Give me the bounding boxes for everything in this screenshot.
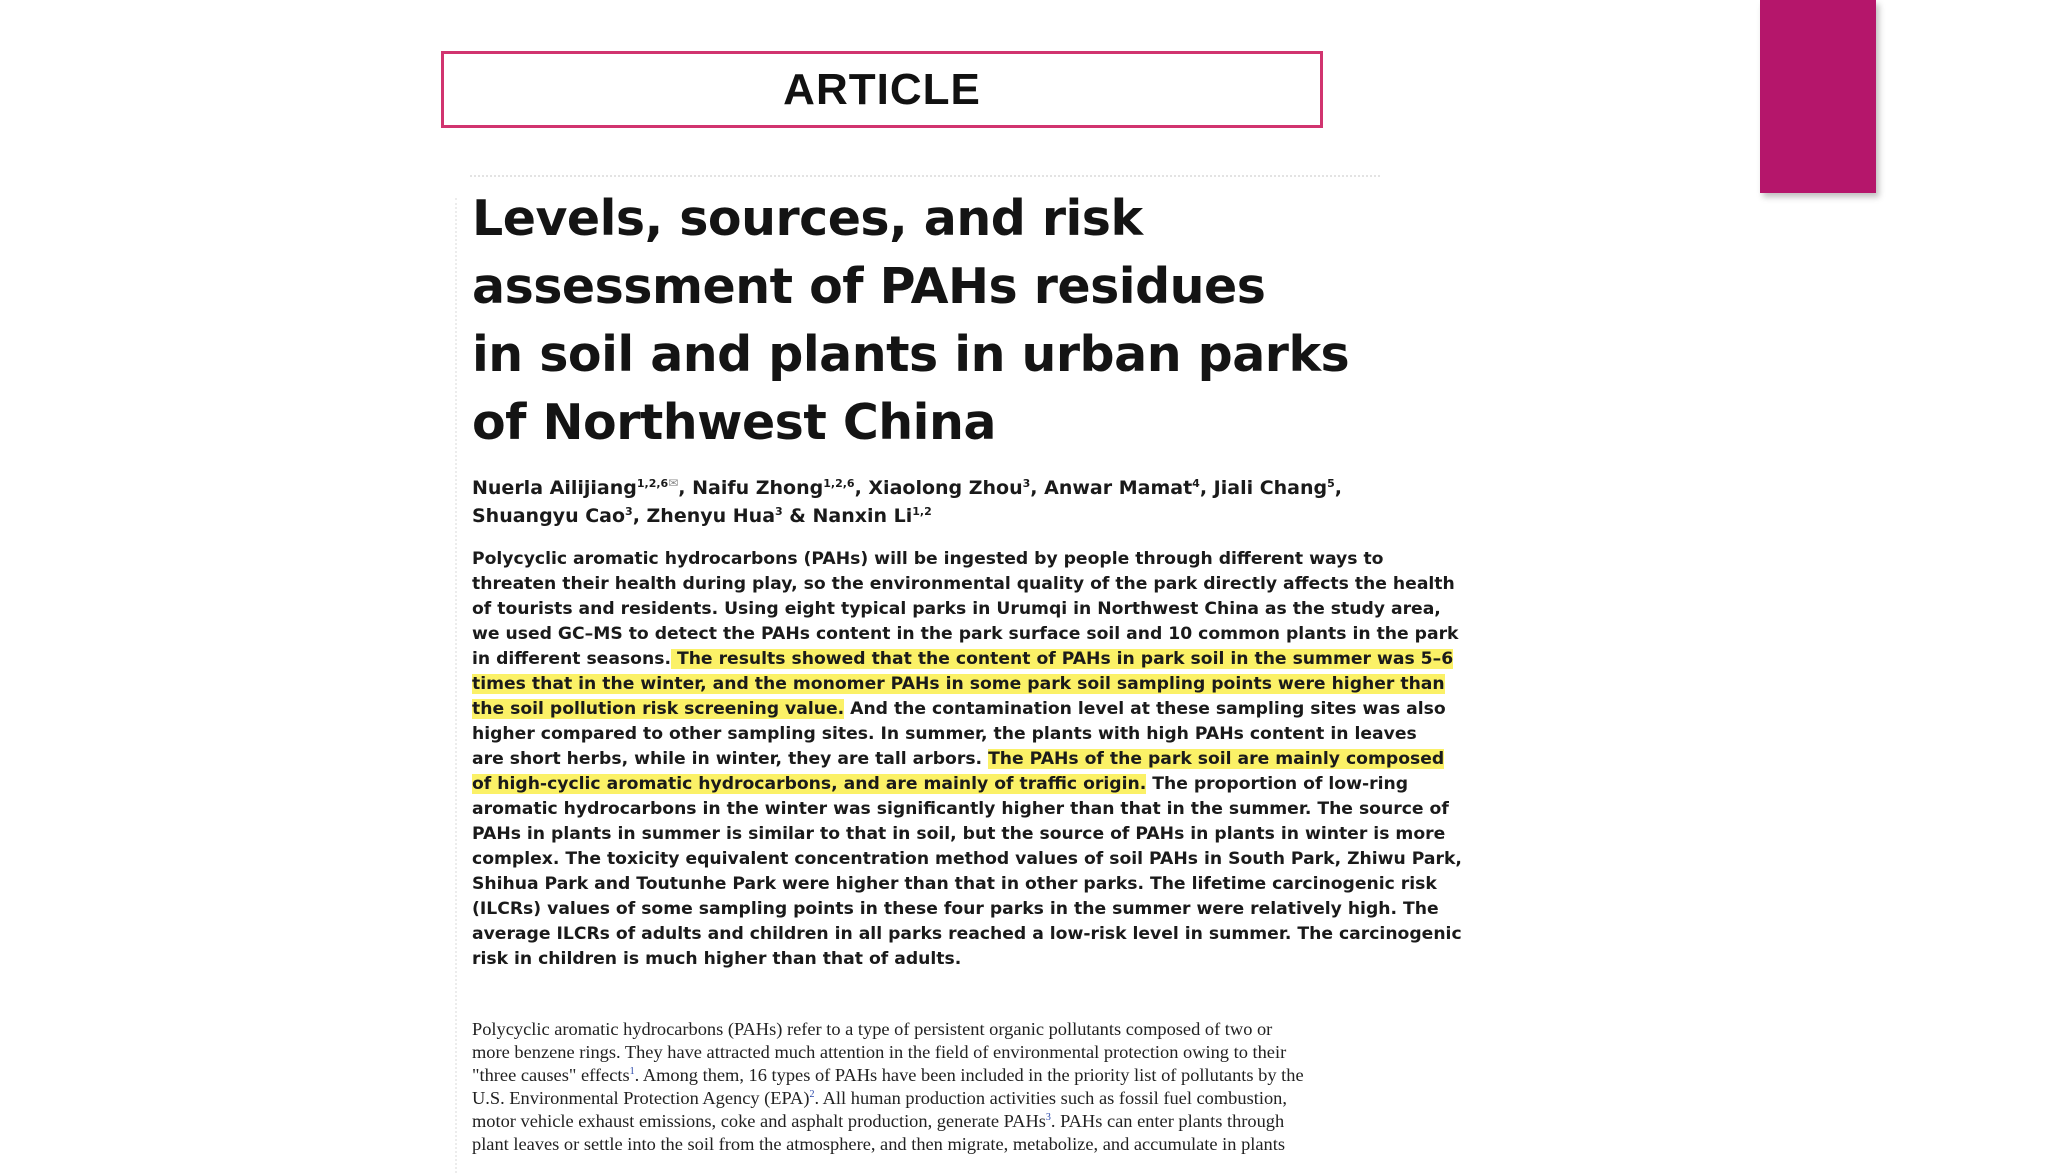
- text-segment: threaten their health during play, so the environmental quality of the park directly affects the health: [472, 574, 1455, 594]
- abstract-line: [472, 722, 1417, 747]
- text-segment: Polycyclic aromatic hydrocarbons (PAHs) will be ingested by people through different ways to: [472, 549, 1384, 569]
- abstract-line: [472, 847, 1462, 872]
- author-separator: ,: [854, 477, 869, 499]
- envelope-icon[interactable]: ✉: [668, 476, 679, 490]
- author-affiliation: 1,2,6: [636, 477, 669, 490]
- author-list: [472, 469, 1372, 530]
- intro-line: [472, 1110, 1382, 1133]
- author-name: Zhenyu Hua: [646, 505, 776, 527]
- text-segment: Polycyclic aromatic hydrocarbons (PAHs) refer to a type of persistent organic pollutants composed of two or: [472, 1019, 1273, 1039]
- abstract-line: [472, 947, 1382, 972]
- page-left-rule: [455, 198, 457, 1173]
- author-separator: &: [782, 505, 813, 527]
- text-segment: motor vehicle exhaust emissions, coke and asphalt production, generate PAHs: [472, 1111, 1046, 1131]
- abstract-line: [472, 622, 1459, 647]
- text-segment: aromatic hydrocarbons in the winter was significantly higher than that in the summer. The source of: [472, 799, 1449, 819]
- author-line: [472, 502, 1372, 530]
- author-affiliation: 3: [1022, 477, 1031, 490]
- intro-line: [472, 1087, 1382, 1110]
- text-segment: PAHs in plants in summer is similar to that in soil, but the source of PAHs in plants in winter is more: [472, 824, 1446, 844]
- article-label-box: [441, 51, 1323, 128]
- highlighted-text: the soil pollution risk screening value.: [472, 699, 845, 719]
- abstract-line: [472, 747, 1445, 772]
- text-segment: Shihua Park and Toutunhe Park were higher than that in other parks. The lifetime carcinogenic risk: [472, 874, 1437, 894]
- abstract-line: [472, 897, 1439, 922]
- paper-title-line: of Northwest China: [472, 394, 996, 451]
- text-segment: U.S. Environmental Protection Agency (EPA): [472, 1088, 810, 1108]
- abstract-line: [472, 572, 1455, 597]
- author-affiliation: 4: [1192, 477, 1200, 490]
- author-name: Xiaolong Zhou: [868, 477, 1023, 499]
- text-segment: of tourists and residents. Using eight typical parks in Urumqi in Northwest China as the study area,: [472, 599, 1441, 619]
- author-name: Jiali Chang: [1213, 477, 1328, 499]
- highlighted-text: The results showed that the content of PAHs in park soil in the summer was 5–6: [670, 649, 1454, 669]
- author-affiliation: 3: [625, 505, 633, 518]
- text-segment: And the contamination level at these sampling sites was also: [844, 699, 1446, 719]
- paper-title: [472, 185, 1352, 457]
- text-segment: in different seasons.: [472, 649, 671, 669]
- author-line: [472, 469, 1372, 502]
- author-affiliation: 1,2,6: [823, 477, 855, 490]
- article-label: ARTICLE: [783, 64, 981, 114]
- abstract-line: [472, 772, 1409, 797]
- highlighted-text: The PAHs of the park soil are mainly composed: [988, 749, 1445, 769]
- abstract-line: [472, 872, 1437, 897]
- text-segment: higher compared to other sampling sites. In summer, the plants with high PAHs content in leaves: [472, 724, 1417, 744]
- paper-title-line: in soil and plants in urban parks: [472, 326, 1350, 383]
- text-segment: . Among them, 16 types of PAHs have been included in the priority list of pollutants by the: [634, 1065, 1304, 1085]
- intro-line: [472, 1133, 1382, 1156]
- author-name: Nuerla Ailijiang: [472, 477, 637, 499]
- text-segment: (ILCRs) values of some sampling points in these four parks in the summer were relatively high. The: [472, 899, 1439, 919]
- text-segment: The proportion of low-ring: [1146, 774, 1409, 794]
- author-separator: ,: [632, 505, 647, 527]
- author-separator: ,: [1334, 477, 1343, 499]
- intro-line: [472, 1064, 1382, 1087]
- abstract-line: [472, 672, 1445, 697]
- author-name: Anwar Mamat: [1044, 477, 1193, 499]
- abstract-line: [472, 797, 1449, 822]
- text-segment: risk in children is much higher than that of adults.: [472, 949, 962, 969]
- abstract: [472, 547, 1462, 972]
- introduction-text: [472, 1018, 1382, 1156]
- text-segment: more benzene rings. They have attracted much attention in the field of environmental protection owing to their: [472, 1042, 1287, 1062]
- author-name: Nanxin Li: [812, 505, 913, 527]
- paper-title-line: Levels, sources, and risk: [472, 190, 1143, 247]
- abstract-line: [472, 697, 1446, 722]
- author-name: Shuangyu Cao: [472, 505, 626, 527]
- citation-ref[interactable]: 2: [809, 1089, 815, 1100]
- text-segment: average ILCRs of adults and children in all parks reached a low-risk level in summer. The carcinogenic: [472, 924, 1462, 944]
- text-segment: complex. The toxicity equivalent concentration method values of soil PAHs in South Park, Zhiwu Park,: [472, 849, 1462, 869]
- author-name: Naifu Zhong: [692, 477, 824, 499]
- text-segment: we used GC–MS to detect the PAHs content in the park surface soil and 10 common plants in the park: [472, 624, 1459, 644]
- abstract-line: [472, 597, 1441, 622]
- paper-page: [455, 173, 1462, 1173]
- text-segment: "three causes" effects: [472, 1065, 630, 1085]
- abstract-line: [472, 547, 1382, 572]
- intro-line: [472, 1018, 1382, 1041]
- text-segment: plant leaves or settle into the soil from the atmosphere, and then migrate, metabolize, and accumulate in plants: [472, 1134, 1286, 1154]
- intro-line: [472, 1041, 1382, 1064]
- author-separator: ,: [1199, 477, 1214, 499]
- text-segment: are short herbs, while in winter, they are tall arbors.: [472, 749, 989, 769]
- abstract-line: [472, 647, 1454, 672]
- accent-bar: [1760, 0, 1876, 193]
- author-separator: ,: [678, 477, 693, 499]
- citation-ref[interactable]: 1: [629, 1066, 635, 1077]
- text-segment: . All human production activities such as fossil fuel combustion,: [814, 1088, 1287, 1108]
- paper-title-line: assessment of PAHs residues: [472, 258, 1266, 315]
- highlighted-text: times that in the winter, and the monomer PAHs in some park soil sampling points were higher than: [472, 674, 1445, 694]
- highlighted-text: of high-cyclic aromatic hydrocarbons, and are mainly of traffic origin.: [472, 774, 1147, 794]
- citation-ref[interactable]: 3: [1045, 1112, 1051, 1123]
- abstract-line: [472, 922, 1462, 947]
- author-affiliation: 3: [775, 505, 783, 518]
- author-separator: ,: [1030, 477, 1045, 499]
- author-affiliation: 1,2: [912, 505, 932, 518]
- page-top-rule: [470, 175, 1380, 177]
- author-affiliation: 5: [1327, 477, 1335, 490]
- text-segment: . PAHs can enter plants through: [1050, 1111, 1285, 1131]
- abstract-line: [472, 822, 1446, 847]
